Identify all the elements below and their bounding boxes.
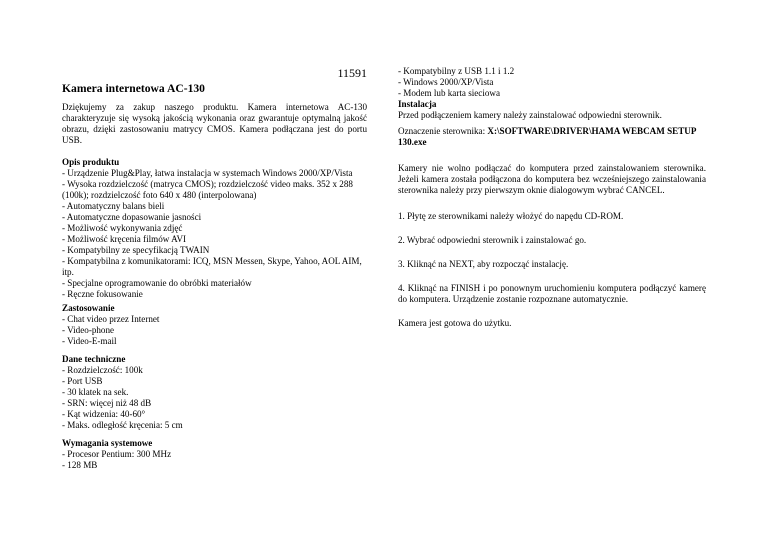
list-item: - Chat video przez Internet: [62, 314, 160, 324]
section-wymagania: [62, 438, 367, 471]
list-item: - Możliwość wykonywania zdjęć: [62, 223, 183, 233]
list-item: - Port USB: [62, 376, 103, 386]
install-step-4: 4. Kliknąć na FINISH i po ponownym uruchomieniu komputera podłączyć kamerę do komputera. Urządzenie zostanie rozpoznane automatycznie.: [398, 283, 706, 304]
list-item: - Windows 2000/XP/Vista: [398, 77, 494, 87]
list-item: - Video-E-mail: [62, 336, 117, 346]
driver-path: X:\SOFTWARE\DRIVER\HAMA WEBCAM SETUP: [487, 126, 697, 136]
list-item: - Modem lub karta sieciowa: [398, 88, 501, 98]
section-heading: Opis produktu: [62, 157, 120, 167]
list-item: itp.: [62, 267, 74, 277]
section-requirements-continued: [398, 66, 706, 121]
section-zastosowanie: [62, 303, 367, 347]
list-item: - Kąt widzenia: 40-60°: [62, 409, 146, 419]
intro-paragraph: Dziękujemy za zakup naszego produktu. Kamera internetowa AC-130 charakteryzuje się wysoką jakością wykonania oraz gwarantuje optymalną jakość obrazu, dzięki zastosowaniu matrycy CMOS. Kamera podłączana jest do portu USB.: [62, 102, 367, 145]
warning-paragraph: Kamery nie wolno podłączać do komputera przed zainstalowaniem sterownika. Jeżeli kamera została podłączona do komputera bez wcześniejszego zainstalowania sterownika należy przy pierwszym oknie dialogowym wybrać CANCEL.: [398, 163, 706, 195]
driver-path-continued: 130.exe: [398, 137, 427, 147]
list-item: - Ręczne fokusowanie: [62, 289, 143, 299]
section-heading: Zastosowanie: [62, 303, 115, 313]
list-item: - 128 MB: [62, 460, 98, 470]
list-item: - Rozdzielczość: 100k: [62, 365, 143, 375]
list-item: - Specjalne oprogramowanie do obróbki materiałów: [62, 278, 252, 288]
ready-message: Kamera jest gotowa do użytku.: [398, 318, 512, 328]
section-opis: [62, 157, 367, 300]
list-item: - 30 klatek na sek.: [62, 387, 129, 397]
install-step-2: 2. Wybrać odpowiedni sterownik i zainstalować go.: [398, 235, 587, 245]
driver-label: Oznaczenie sterownika:: [398, 126, 488, 136]
install-step-3: 3. Kliknąć na NEXT, aby rozpocząć instalację.: [398, 259, 569, 269]
list-item: - Video-phone: [62, 325, 115, 335]
section-heading: Instalacja: [398, 99, 437, 109]
document-number: 11591: [337, 66, 367, 80]
list-item: - Procesor Pentium: 300 MHz: [62, 449, 172, 459]
list-item: (100k); rozdzielczość foto 640 x 480 (interpolowana): [62, 190, 257, 200]
list-item: - Kompatybilna z komunikatorami: ICQ, MSN Messen, Skype, Yahoo, AOL AIM,: [62, 256, 362, 266]
list-item: - Automatyczne dopasowanie jasności: [62, 212, 202, 222]
page-title: Kamera internetowa AC-130: [62, 82, 205, 95]
list-item: - SRN: więcej niż 48 dB: [62, 398, 152, 408]
driver-designation: [398, 126, 706, 148]
list-item: - Urządzenie Plug&Play, łatwa instalacja w systemach Windows 2000/XP/Vista: [62, 168, 353, 178]
list-item: - Kompatybilny z USB 1.1 i 1.2: [398, 66, 515, 76]
instalacja-text: Przed podłączeniem kamery należy zainstalować odpowiedni sterownik.: [398, 110, 662, 120]
list-item: - Wysoka rozdzielczość (matryca CMOS); rozdzielczość video maks. 352 x 288: [62, 179, 353, 189]
install-step-1: 1. Płytę ze sterownikami należy włożyć do napędu CD-ROM.: [398, 211, 624, 221]
list-item: - Automatyczny balans bieli: [62, 201, 165, 211]
section-heading: Dane techniczne: [62, 354, 126, 364]
list-item: - Kompatybilny ze specyfikacją TWAIN: [62, 245, 210, 255]
section-dane-techniczne: [62, 354, 367, 431]
list-item: - Możliwość kręcenia filmów AVI: [62, 234, 187, 244]
section-heading: Wymagania systemowe: [62, 438, 153, 448]
list-item: - Maks. odległość kręcenia: 5 cm: [62, 420, 183, 430]
